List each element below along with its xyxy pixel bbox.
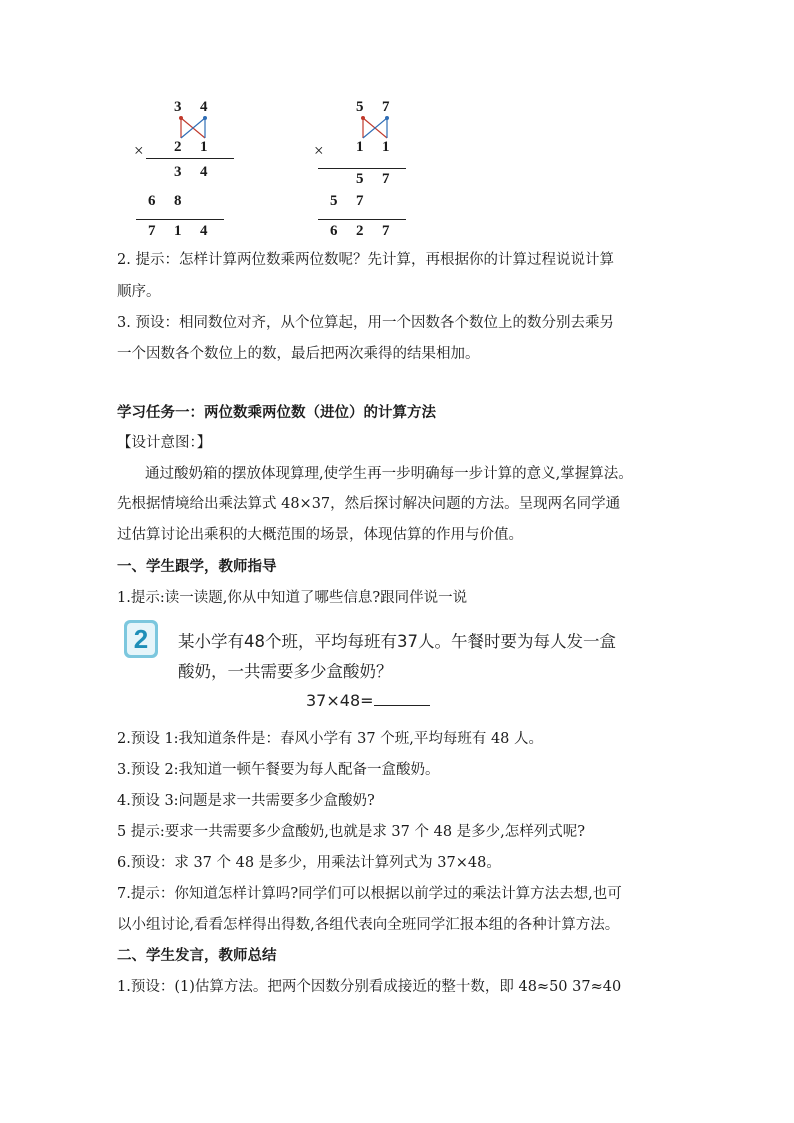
task-title: 学习任务一：两位数乘两位数（进位）的计算方法 <box>117 404 436 421</box>
digit: 8 <box>174 193 182 209</box>
digit: 1 <box>356 139 364 155</box>
design-text-2: 先根据情境给出乘法算式 48×37，然后探讨解决问题的方法。呈现两名同学通 <box>117 496 621 512</box>
digit: 1 <box>200 139 208 155</box>
paragraph-preset-3-cont: 一个因数各个数位上的数，最后把两次乘得的结果相加。 <box>117 346 480 362</box>
paragraph-hint-2: 2. 提示：怎样计算两位数乘两位数呢？先计算，再根据你的计算过程说说计算 <box>117 252 614 268</box>
times-sign: × <box>134 141 144 160</box>
digit: 7 <box>148 223 156 239</box>
problem-number: 2 <box>127 623 155 655</box>
digit: 3 <box>174 164 182 180</box>
rule <box>136 219 224 220</box>
problem-number-badge <box>124 620 158 658</box>
hint-item-1: 1.提示:读一读题,你从中知道了哪些信息?跟同伴说一说 <box>117 590 468 606</box>
digit: 5 <box>356 99 364 115</box>
paragraph-hint-2-cont: 顺序。 <box>117 284 161 300</box>
cross-arrows-2 <box>354 112 394 142</box>
hint-item-7-cont: 以小组讨论,看看怎样得出得数,各组代表向全班同学汇报本组的各种计算方法。 <box>117 917 620 933</box>
problem-equation <box>306 690 430 712</box>
section-heading-2: 二、学生发言，教师总结 <box>117 947 277 964</box>
digit: 7 <box>356 193 364 209</box>
digit: 5 <box>356 171 364 187</box>
digit: 1 <box>382 139 390 155</box>
digit: 6 <box>330 223 338 239</box>
preset-item-3: 3.预设 2:我知道一顿午餐要为每人配备一盒酸奶。 <box>117 762 440 778</box>
design-label: 【设计意图：】 <box>117 435 212 451</box>
equation-text: 37×48= <box>306 691 374 710</box>
cross-arrows-1 <box>172 112 212 142</box>
answer-blank <box>374 691 430 706</box>
problem-text-2: 酸奶，一共需要多少盒酸奶？ <box>178 662 393 681</box>
hint-item-5: 5 提示:要求一共需要多少盒酸奶,也就是求 37 个 48 是多少,怎样列式呢? <box>117 824 586 840</box>
digit: 4 <box>200 223 208 239</box>
problem-text-1: 某小学有48个班，平均每班有37人。午餐时要为每人发一盒 <box>178 632 616 651</box>
hint-item-7: 7.提示：你知道怎样计算吗?同学们可以根据以前学过的乘法计算方法去想,也可 <box>117 886 622 902</box>
digit: 7 <box>382 223 390 239</box>
rule <box>146 158 234 159</box>
digit: 1 <box>174 223 182 239</box>
digit: 4 <box>200 164 208 180</box>
digit: 2 <box>174 139 182 155</box>
paragraph-preset-3: 3. 预设：相同数位对齐，从个位算起，用一个因数各个数位上的数分别去乘另 <box>117 315 614 331</box>
design-text-1: 通过酸奶箱的摆放体现算理,使学生再一步明确每一步计算的意义,掌握算法。 <box>145 466 633 482</box>
preset-item-2: 2.预设 1:我知道条件是：春风小学有 37 个班,平均每班有 48 人。 <box>117 731 543 747</box>
times-sign: × <box>314 141 324 160</box>
rule <box>318 168 406 169</box>
digit: 3 <box>174 99 182 115</box>
section-heading-1: 一、学生跟学，教师指导 <box>117 558 277 575</box>
digit: 7 <box>382 171 390 187</box>
preset-estimation: 1.预设：(1)估算方法。把两个因数分别看成接近的整十数，即 48≈50 37≈40 <box>117 979 622 995</box>
digit: 6 <box>148 193 156 209</box>
preset-item-4: 4.预设 3:问题是求一共需要多少盒酸奶? <box>117 793 375 809</box>
design-text-3: 过估算讨论出乘积的大概范围的场景，体现估算的作用与价值。 <box>117 527 523 543</box>
digit: 7 <box>382 99 390 115</box>
rule <box>318 219 406 220</box>
digit: 2 <box>356 223 364 239</box>
digit: 4 <box>200 99 208 115</box>
preset-item-6: 6.预设：求 37 个 48 是多少，用乘法计算列式为 37×48。 <box>117 855 501 871</box>
digit: 5 <box>330 193 338 209</box>
